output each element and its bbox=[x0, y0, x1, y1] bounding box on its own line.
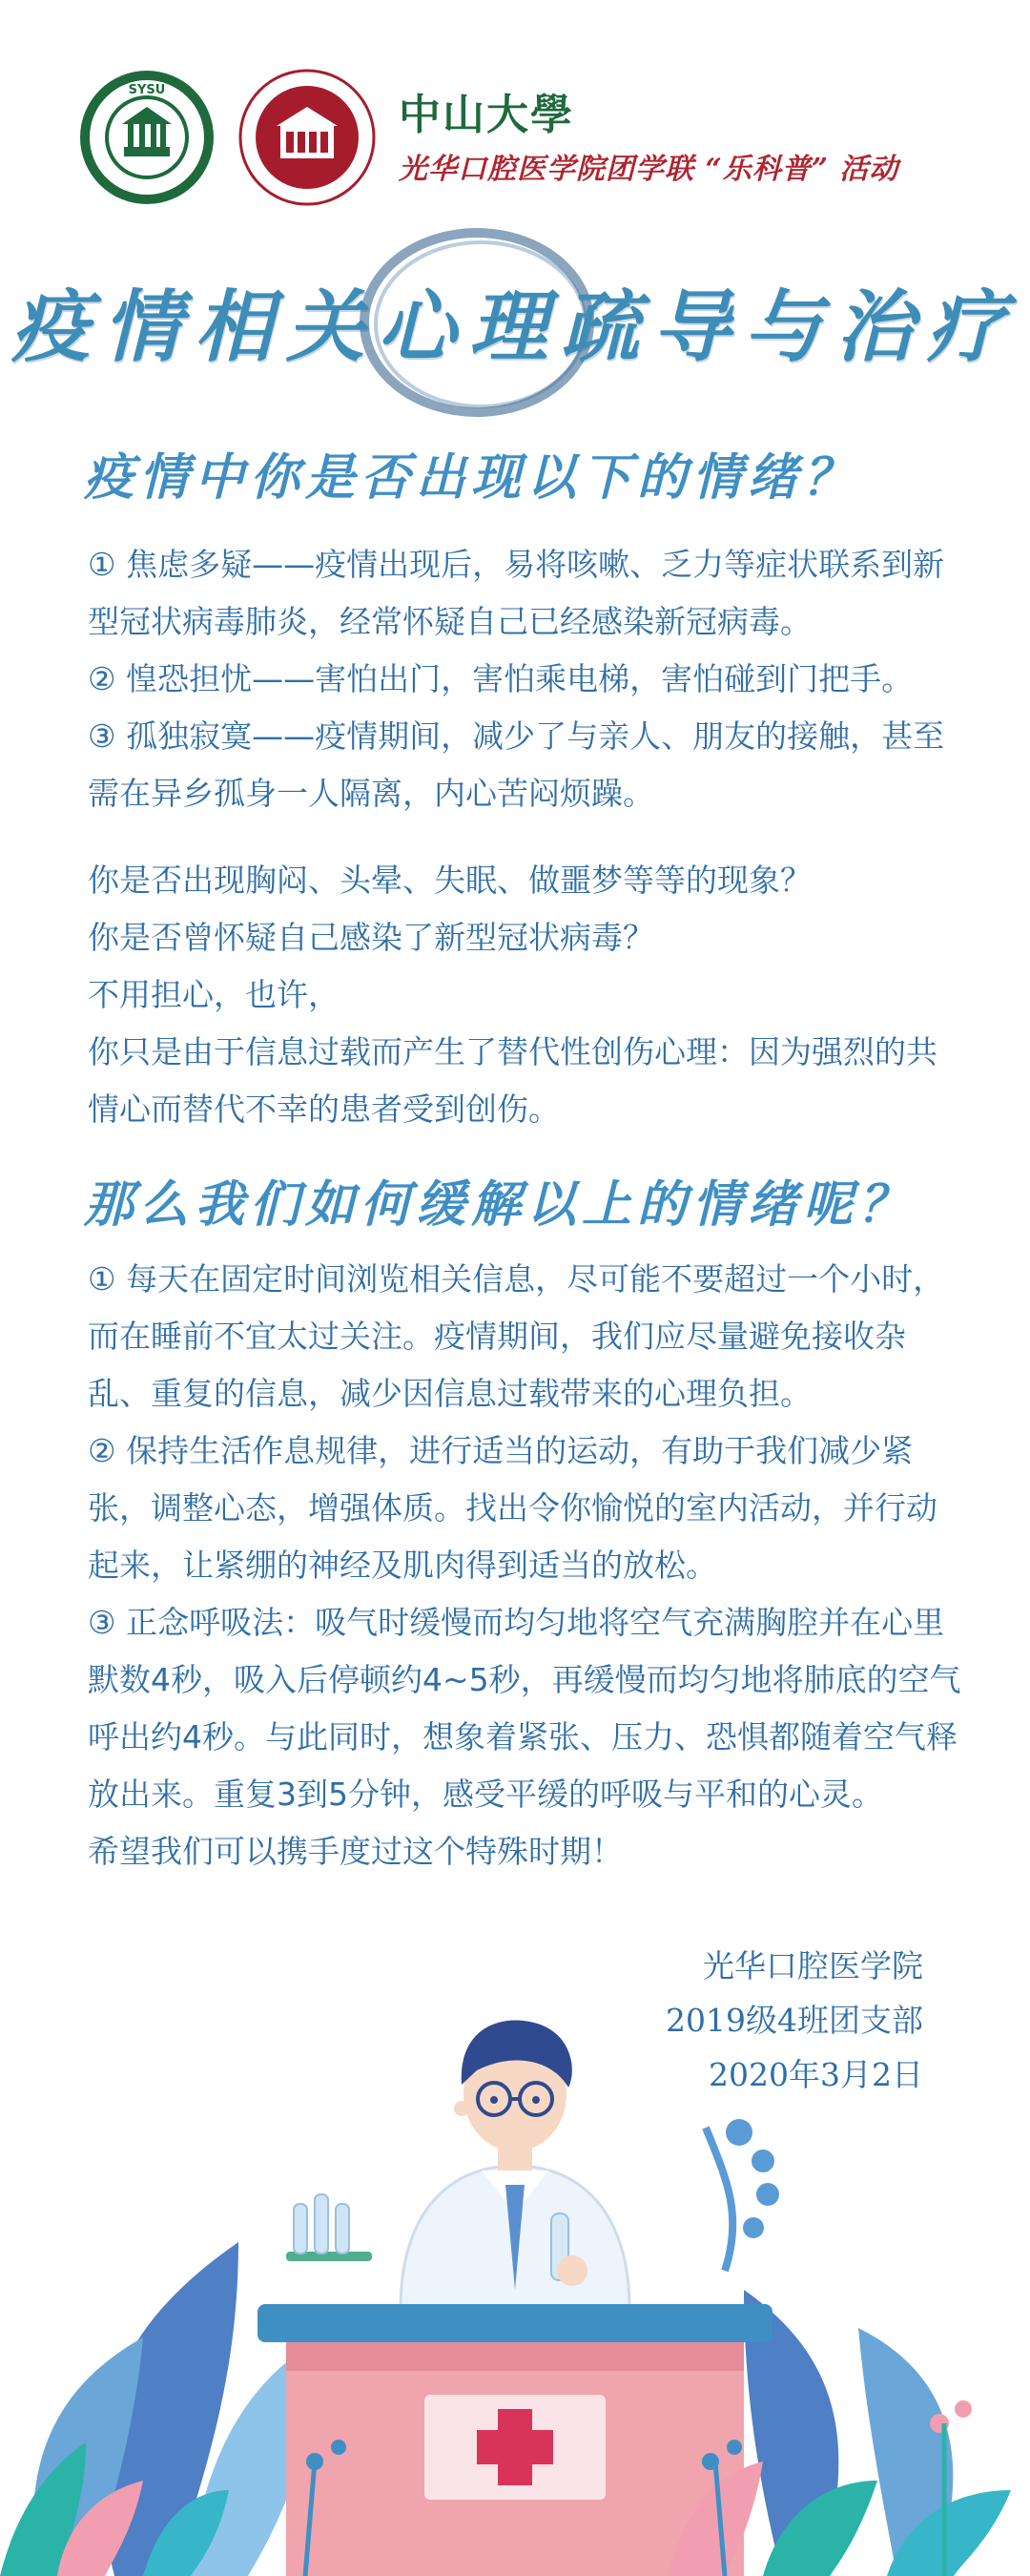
doctor-illustration bbox=[0, 1927, 1030, 2576]
stomatology-hospital-emblem bbox=[238, 69, 376, 206]
section-heading-emotions: 疫情中你是否出现以下的情绪？ bbox=[84, 448, 859, 507]
list-item: ② 惶恐担忧——害怕出门，害怕乘电梯，害怕碰到门把手。 bbox=[88, 660, 914, 697]
text-line: 不用担心，也许， bbox=[88, 976, 340, 1013]
university-name: 中山大學 bbox=[399, 91, 574, 139]
signature-branch: 2019级4班团支部 bbox=[666, 2002, 923, 2039]
svg-text:SYSU: SYSU bbox=[128, 83, 166, 97]
event-subtitle: 光华口腔医学院团学联 “乐科普” 活动 bbox=[399, 153, 899, 186]
text-line: 你是否出现胸闷、头晕、失眠、做噩梦等等的现象？ bbox=[88, 862, 812, 899]
title-block bbox=[0, 219, 1030, 420]
page-title: 疫情相关心理疏导与治疗 bbox=[11, 281, 1019, 373]
list-item: ③ 正念呼吸法：吸气时缓慢而均匀地将空气充满胸腔并在心里默数4秒，吸入后停顿约4~5秒，再缓慢而均匀地将肺底的空气呼出约4秒。与此同时，想象着紧张、压力、恐惧都随着空气释放出来。重复3到5分钟，感受平缓的呼吸与平和的心灵。 bbox=[88, 1604, 961, 1813]
question-paragraph bbox=[88, 852, 965, 1138]
closing-line: 希望我们可以携手度过这个特殊时期！ bbox=[88, 1833, 623, 1870]
signature-date: 2020年3月2日 bbox=[709, 2056, 923, 2093]
list-item: ① 焦虑多疑——疫情出现后，易将咳嗽、乏力等症状联系到新型冠状病毒肺炎，经常怀疑自己已经感染新冠病毒。 bbox=[88, 546, 945, 640]
emotion-list bbox=[88, 536, 965, 822]
relief-list bbox=[88, 1251, 965, 1880]
list-item: ① 每天在固定时间浏览相关信息，尽可能不要超过一个小时，而在睡前不宜太过关注。疫情期间，我们应尽量避免接收杂乱、重复的信息，减少因信息过载带来的心理负担。 bbox=[88, 1260, 945, 1412]
text-line: 你只是由于信息过载而产生了替代性创伤心理：因为强烈的共情心而替代不幸的患者受到创伤。 bbox=[88, 1033, 937, 1128]
list-item: ③ 孤独寂寞——疫情期间，减少了与亲人、朋友的接触，甚至需在异乡孤身一人隔离，内心苦闷烦躁。 bbox=[88, 717, 945, 812]
signature-school: 光华口腔医学院 bbox=[703, 1947, 923, 1984]
list-item: ② 保持生活作息规律，进行适当的运动，有助于我们减少紧张，调整心态，增强体质。找出令你愉悦的室内活动，并行动起来，让紧绷的神经及肌肉得到适当的放松。 bbox=[88, 1432, 937, 1584]
sun-yat-sen-university-emblem bbox=[78, 69, 216, 206]
medical-cross-icon bbox=[424, 2395, 606, 2500]
section-heading-relief: 那么我们如何缓解以上的情绪呢？ bbox=[84, 1175, 915, 1234]
test-tubes-icon bbox=[286, 2194, 372, 2261]
text-line: 你是否曾怀疑自己感染了新型冠状病毒？ bbox=[88, 919, 654, 956]
